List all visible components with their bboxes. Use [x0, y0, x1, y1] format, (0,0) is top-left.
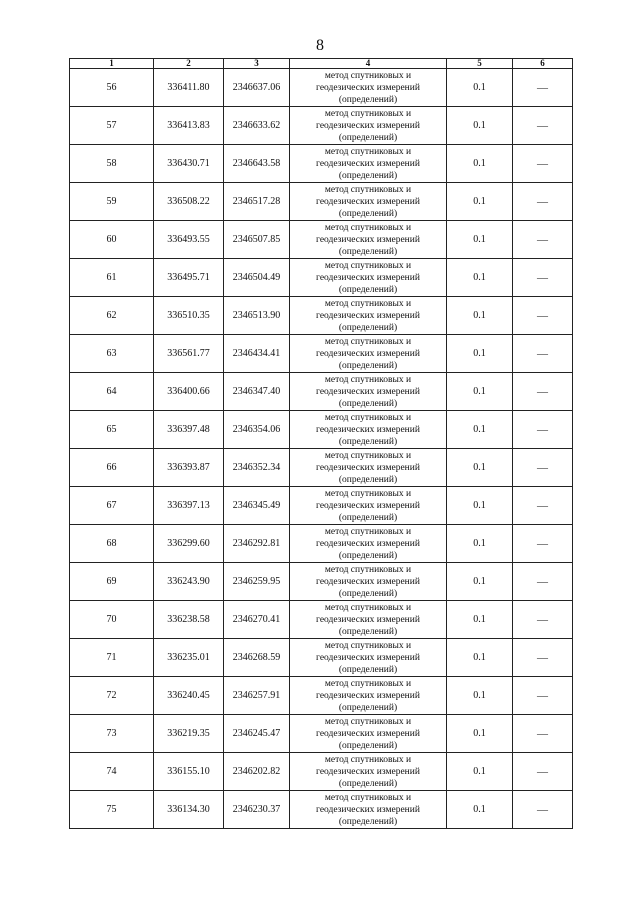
note-cell: — — [513, 525, 573, 563]
method-line: метод спутниковых и — [324, 260, 412, 271]
note-cell: — — [513, 715, 573, 753]
accuracy-cell: 0.1 — [447, 639, 513, 677]
method-line: метод спутниковых и — [324, 450, 412, 461]
accuracy-cell: 0.1 — [447, 373, 513, 411]
point-number-cell: 73 — [70, 715, 154, 753]
method-line: метод спутниковых и — [324, 640, 412, 651]
y-coordinate-cell: 2346633.62 — [224, 107, 290, 145]
method-line: (определений) — [338, 170, 398, 181]
accuracy-cell: 0.1 — [447, 525, 513, 563]
header-row — [70, 59, 573, 69]
accuracy-cell: 0.1 — [447, 183, 513, 221]
table-row — [70, 259, 573, 297]
point-number-cell: 62 — [70, 297, 154, 335]
method-line: (определений) — [338, 436, 398, 447]
method-line: метод спутниковых и — [324, 792, 412, 803]
x-coordinate-cell: 336134.30 — [154, 791, 224, 829]
point-number-cell: 57 — [70, 107, 154, 145]
method-cell — [290, 69, 447, 107]
method-cell — [290, 601, 447, 639]
y-coordinate-cell: 2346347.40 — [224, 373, 290, 411]
header-col-3: 3 — [224, 59, 290, 69]
y-coordinate-cell: 2346257.91 — [224, 677, 290, 715]
point-number-cell: 67 — [70, 487, 154, 525]
point-number-cell: 70 — [70, 601, 154, 639]
table-body — [70, 69, 573, 829]
x-coordinate-cell: 336430.71 — [154, 145, 224, 183]
method-line: метод спутниковых и — [324, 336, 412, 347]
method-line: (определений) — [338, 132, 398, 143]
method-line: геодезических измерений — [316, 310, 420, 321]
x-coordinate-cell: 336508.22 — [154, 183, 224, 221]
method-cell — [290, 677, 447, 715]
method-cell — [290, 411, 447, 449]
method-line: геодезических измерений — [316, 272, 420, 283]
accuracy-cell: 0.1 — [447, 601, 513, 639]
table-row — [70, 563, 573, 601]
method-line: (определений) — [338, 550, 398, 561]
y-coordinate-cell: 2346245.47 — [224, 715, 290, 753]
x-coordinate-cell: 336411.80 — [154, 69, 224, 107]
method-line: метод спутниковых и — [324, 526, 412, 537]
note-cell: — — [513, 221, 573, 259]
method-line: метод спутниковых и — [324, 222, 412, 233]
method-cell — [290, 715, 447, 753]
note-cell: — — [513, 373, 573, 411]
method-line: метод спутниковых и — [324, 184, 412, 195]
method-line: (определений) — [338, 626, 398, 637]
method-cell — [290, 525, 447, 563]
y-coordinate-cell: 2346292.81 — [224, 525, 290, 563]
table-row — [70, 715, 573, 753]
x-coordinate-cell: 336235.01 — [154, 639, 224, 677]
accuracy-cell: 0.1 — [447, 791, 513, 829]
method-line: метод спутниковых и — [324, 488, 412, 499]
method-line: (определений) — [338, 588, 398, 599]
accuracy-cell: 0.1 — [447, 335, 513, 373]
method-line: геодезических измерений — [316, 804, 420, 815]
note-cell: — — [513, 791, 573, 829]
method-line: (определений) — [338, 512, 398, 523]
note-cell: — — [513, 563, 573, 601]
accuracy-cell: 0.1 — [447, 297, 513, 335]
y-coordinate-cell: 2346259.95 — [224, 563, 290, 601]
method-line: (определений) — [338, 474, 398, 485]
method-cell — [290, 107, 447, 145]
table-row — [70, 183, 573, 221]
method-line: (определений) — [338, 208, 398, 219]
x-coordinate-cell: 336240.45 — [154, 677, 224, 715]
method-cell — [290, 297, 447, 335]
method-line: метод спутниковых и — [324, 564, 412, 575]
y-coordinate-cell: 2346507.85 — [224, 221, 290, 259]
method-line: (определений) — [338, 398, 398, 409]
method-line: геодезических измерений — [316, 348, 420, 359]
header-col-2: 2 — [154, 59, 224, 69]
table-row — [70, 639, 573, 677]
table-row — [70, 411, 573, 449]
y-coordinate-cell: 2346513.90 — [224, 297, 290, 335]
header-col-5: 5 — [447, 59, 513, 69]
table-row — [70, 335, 573, 373]
method-cell — [290, 449, 447, 487]
method-line: метод спутниковых и — [324, 374, 412, 385]
method-line: (определений) — [338, 778, 398, 789]
point-number-cell: 69 — [70, 563, 154, 601]
x-coordinate-cell: 336393.87 — [154, 449, 224, 487]
point-number-cell: 75 — [70, 791, 154, 829]
y-coordinate-cell: 2346202.82 — [224, 753, 290, 791]
y-coordinate-cell: 2346354.06 — [224, 411, 290, 449]
note-cell: — — [513, 601, 573, 639]
note-cell: — — [513, 487, 573, 525]
note-cell: — — [513, 297, 573, 335]
method-line: геодезических измерений — [316, 728, 420, 739]
x-coordinate-cell: 336243.90 — [154, 563, 224, 601]
method-line: геодезических измерений — [316, 538, 420, 549]
accuracy-cell: 0.1 — [447, 145, 513, 183]
y-coordinate-cell: 2346434.41 — [224, 335, 290, 373]
accuracy-cell: 0.1 — [447, 487, 513, 525]
method-cell — [290, 145, 447, 183]
table-row — [70, 221, 573, 259]
table-row — [70, 69, 573, 107]
x-coordinate-cell: 336493.55 — [154, 221, 224, 259]
table-header — [70, 59, 573, 69]
method-line: геодезических измерений — [316, 652, 420, 663]
method-cell — [290, 563, 447, 601]
note-cell: — — [513, 753, 573, 791]
accuracy-cell: 0.1 — [447, 221, 513, 259]
method-line: метод спутниковых и — [324, 754, 412, 765]
method-line: (определений) — [338, 360, 398, 371]
note-cell: — — [513, 639, 573, 677]
method-cell — [290, 791, 447, 829]
note-cell: — — [513, 183, 573, 221]
table-row — [70, 145, 573, 183]
note-cell: — — [513, 145, 573, 183]
table-row — [70, 449, 573, 487]
method-line: геодезических измерений — [316, 234, 420, 245]
method-cell — [290, 259, 447, 297]
point-number-cell: 74 — [70, 753, 154, 791]
x-coordinate-cell: 336238.58 — [154, 601, 224, 639]
x-coordinate-cell: 336397.48 — [154, 411, 224, 449]
x-coordinate-cell: 336510.35 — [154, 297, 224, 335]
method-cell — [290, 335, 447, 373]
header-col-1: 1 — [70, 59, 154, 69]
accuracy-cell: 0.1 — [447, 563, 513, 601]
method-line: (определений) — [338, 816, 398, 827]
method-line: метод спутниковых и — [324, 412, 412, 423]
accuracy-cell: 0.1 — [447, 107, 513, 145]
table-row — [70, 373, 573, 411]
method-line: (определений) — [338, 740, 398, 751]
y-coordinate-cell: 2346517.28 — [224, 183, 290, 221]
note-cell: — — [513, 677, 573, 715]
page-number: 8 — [316, 37, 324, 54]
accuracy-cell: 0.1 — [447, 69, 513, 107]
coordinates-table — [69, 58, 573, 829]
method-line: геодезических измерений — [316, 500, 420, 511]
point-number-cell: 59 — [70, 183, 154, 221]
point-number-cell: 65 — [70, 411, 154, 449]
y-coordinate-cell: 2346643.58 — [224, 145, 290, 183]
note-cell: — — [513, 449, 573, 487]
accuracy-cell: 0.1 — [447, 753, 513, 791]
note-cell: — — [513, 335, 573, 373]
method-cell — [290, 487, 447, 525]
y-coordinate-cell: 2346345.49 — [224, 487, 290, 525]
header-col-4: 4 — [290, 59, 447, 69]
point-number-cell: 64 — [70, 373, 154, 411]
method-line: геодезических измерений — [316, 82, 420, 93]
x-coordinate-cell: 336495.71 — [154, 259, 224, 297]
y-coordinate-cell: 2346270.41 — [224, 601, 290, 639]
method-line: геодезических измерений — [316, 614, 420, 625]
method-line: (определений) — [338, 702, 398, 713]
x-coordinate-cell: 336299.60 — [154, 525, 224, 563]
method-cell — [290, 639, 447, 677]
x-coordinate-cell: 336413.83 — [154, 107, 224, 145]
note-cell: — — [513, 69, 573, 107]
point-number-cell: 56 — [70, 69, 154, 107]
point-number-cell: 68 — [70, 525, 154, 563]
table-row — [70, 525, 573, 563]
method-line: (определений) — [338, 94, 398, 105]
table-row — [70, 487, 573, 525]
method-cell — [290, 373, 447, 411]
note-cell: — — [513, 259, 573, 297]
point-number-cell: 66 — [70, 449, 154, 487]
accuracy-cell: 0.1 — [447, 411, 513, 449]
table-row — [70, 791, 573, 829]
method-cell — [290, 183, 447, 221]
y-coordinate-cell: 2346268.59 — [224, 639, 290, 677]
method-line: геодезических измерений — [316, 766, 420, 777]
method-line: (определений) — [338, 246, 398, 257]
table-row — [70, 297, 573, 335]
point-number-cell: 61 — [70, 259, 154, 297]
header-col-6: 6 — [513, 59, 573, 69]
method-line: (определений) — [338, 664, 398, 675]
method-line: (определений) — [338, 284, 398, 295]
point-number-cell: 72 — [70, 677, 154, 715]
y-coordinate-cell: 2346230.37 — [224, 791, 290, 829]
method-line: геодезических измерений — [316, 120, 420, 131]
method-cell — [290, 221, 447, 259]
table-row — [70, 677, 573, 715]
method-line: метод спутниковых и — [324, 146, 412, 157]
method-line: геодезических измерений — [316, 424, 420, 435]
x-coordinate-cell: 336219.35 — [154, 715, 224, 753]
note-cell: — — [513, 107, 573, 145]
method-line: геодезических измерений — [316, 462, 420, 473]
accuracy-cell: 0.1 — [447, 259, 513, 297]
method-line: геодезических измерений — [316, 386, 420, 397]
method-cell — [290, 753, 447, 791]
accuracy-cell: 0.1 — [447, 715, 513, 753]
y-coordinate-cell: 2346637.06 — [224, 69, 290, 107]
x-coordinate-cell: 336561.77 — [154, 335, 224, 373]
note-cell: — — [513, 411, 573, 449]
method-line: метод спутниковых и — [324, 678, 412, 689]
table-row — [70, 601, 573, 639]
method-line: геодезических измерений — [316, 158, 420, 169]
method-line: геодезических измерений — [316, 196, 420, 207]
method-line: метод спутниковых и — [324, 298, 412, 309]
method-line: метод спутниковых и — [324, 70, 412, 81]
method-line: метод спутниковых и — [324, 108, 412, 119]
point-number-cell: 60 — [70, 221, 154, 259]
x-coordinate-cell: 336397.13 — [154, 487, 224, 525]
method-line: метод спутниковых и — [324, 716, 412, 727]
y-coordinate-cell: 2346504.49 — [224, 259, 290, 297]
accuracy-cell: 0.1 — [447, 677, 513, 715]
point-number-cell: 71 — [70, 639, 154, 677]
method-line: метод спутниковых и — [324, 602, 412, 613]
method-line: геодезических измерений — [316, 690, 420, 701]
table-row — [70, 107, 573, 145]
method-line: геодезических измерений — [316, 576, 420, 587]
x-coordinate-cell: 336155.10 — [154, 753, 224, 791]
point-number-cell: 58 — [70, 145, 154, 183]
accuracy-cell: 0.1 — [447, 449, 513, 487]
point-number-cell: 63 — [70, 335, 154, 373]
x-coordinate-cell: 336400.66 — [154, 373, 224, 411]
y-coordinate-cell: 2346352.34 — [224, 449, 290, 487]
method-line: (определений) — [338, 322, 398, 333]
table-row — [70, 753, 573, 791]
